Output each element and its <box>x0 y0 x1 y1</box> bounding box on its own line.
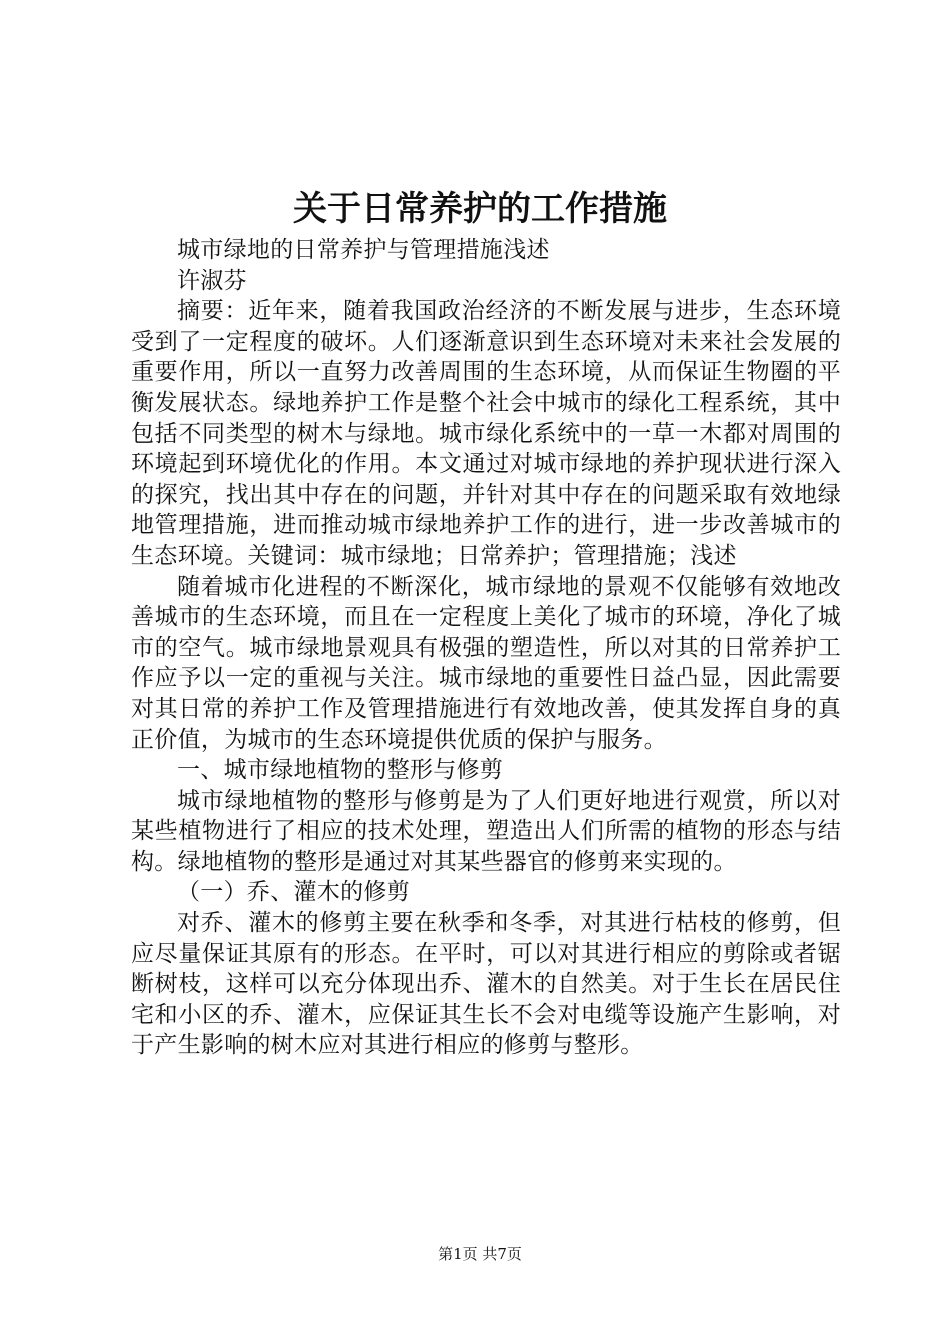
subsection-heading-1: （一）乔、灌木的修剪 <box>177 879 410 906</box>
page-footer: 第1页 共7页 <box>438 1245 522 1263</box>
author-paragraph: 许淑芬 <box>177 267 247 294</box>
section-1-paragraph: 城市绿地植物的整形与修剪是为了人们更好地进行观赏，所以对某些植物进行了相应的技术处理，塑造出人们所需的植物的形态与结构。绿地植物的整形是通过对其某些器官的修剪来实现的。 <box>131 787 841 875</box>
section-heading-1: 一、城市绿地植物的整形与修剪 <box>177 757 504 784</box>
subtitle-paragraph: 城市绿地的日常养护与管理措施浅述 <box>177 237 550 263</box>
abstract-paragraph: 摘要：近年来，随着我国政治经济的不断发展与进步，生态环境受到了一定程度的破坏。人们逐渐意识到生态环境对未来社会发展的重要作用，所以一直努力改善周围的生态环境，从而保证生物圈的平衡发展状态。绿地养护工作是整个社会中城市的绿化工程系统，其中包括不同类型的树木与绿地。城市绿化系统中的一草一木都对周围的环境起到环境优化的作用。本文通过对城市绿地的养护现状进行深入的探究，找出其中存在的问题，并针对其中存在的问题采取有效地绿地管理措施，进而推动城市绿地养护工作的进行，进一步改善城市的生态环境。关键词：城市绿地；日常养护；管理措施；浅述 <box>131 298 841 569</box>
document-body <box>131 235 841 1061</box>
document-title: 关于日常养护的工作措施 <box>293 189 667 229</box>
intro-paragraph: 随着城市化进程的不断深化，城市绿地的景观不仅能够有效地改善城市的生态环境，而且在一定程度上美化了城市的环境，净化了城市的空气。城市绿地景观具有极强的塑造性，所以对其的日常养护工作应予以一定的重视与关注。城市绿地的重要性日益凸显，因此需要对其日常的养护工作及管理措施进行有效地改善，使其发挥自身的真正价值，为城市的生态环境提供优质的保护与服务。 <box>131 573 841 753</box>
subsection-1-paragraph: 对乔、灌木的修剪主要在秋季和冬季，对其进行枯枝的修剪，但应尽量保证其原有的形态。在平时，可以对其进行相应的剪除或者锯断树枝，这样可以充分体现出乔、灌木的自然美。对于生长在居民住宅和小区的乔、灌木，应保证其生长不会对电缆等设施产生影响，对于产生影响的树木应对其进行相应的修剪与整形。 <box>131 910 841 1059</box>
